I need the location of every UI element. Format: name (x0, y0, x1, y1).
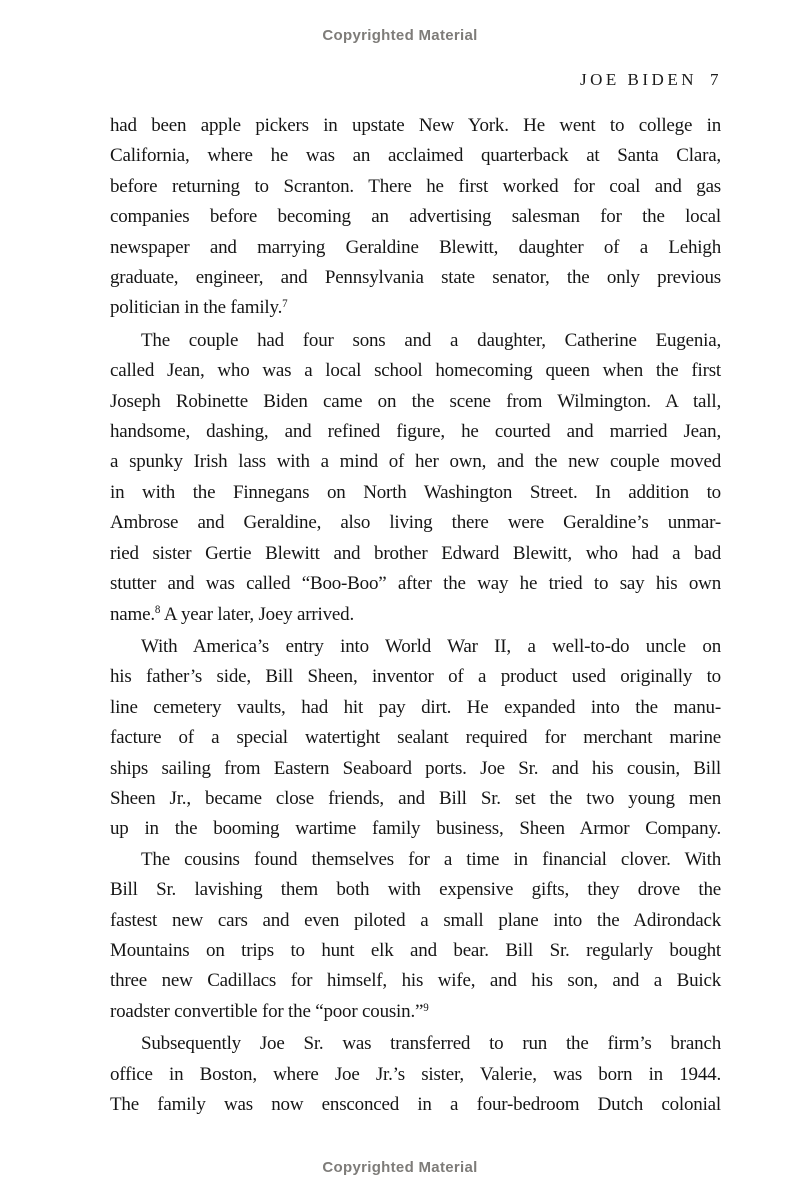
text-line: California, where he was an acclaimed quarterback at Santa Clara, (110, 145, 721, 167)
text-line: companies before becoming an advertising salesman for the local (110, 206, 721, 228)
text-line: facture of a special watertight sealant required for merchant marine (110, 727, 721, 749)
text-line: Subsequently Joe Sr. was transferred to run the firm’s branch (141, 1033, 721, 1055)
footnote-marker: 8 (154, 604, 161, 617)
text-block (110, 111, 721, 1120)
text-line: The family was now ensconced in a four-bedroom Dutch colonial (110, 1094, 721, 1115)
text-line: ships sailing from Eastern Seaboard ports. Joe Sr. and his cousin, Bill (110, 757, 721, 779)
text-line: The cousins found themselves for a time in financial clover. With (141, 848, 721, 870)
text-line: graduate, engineer, and Pennsylvania state senator, the only previous (110, 267, 721, 289)
text-line: ried sister Gertie Blewitt and brother Edward Blewitt, who had a bad (110, 542, 721, 564)
copyright-notice-top: Copyrighted Material (322, 27, 478, 44)
text-line: called Jean, who was a local school homecoming queen when the first (110, 360, 721, 382)
text-line: roadster convertible for the “poor cousin.”$^9$ (110, 1000, 429, 1022)
text-line: handsome, dashing, and refined figure, he courted and married Jean, (110, 421, 721, 443)
text-line: Mountains on trips to hunt elk and bear. Bill Sr. regularly bought (110, 939, 721, 961)
text-line: a spunky Irish lass with a mind of her own, and the new couple moved (110, 451, 721, 473)
text-line: three new Cadillacs for himself, his wife, and his son, and a Buick (110, 970, 721, 992)
text-line: fastest new cars and even piloted a small plane into the Adirondack (110, 909, 721, 931)
text-line: Sheen Jr., became close friends, and Bill Sr. set the two young men (110, 787, 721, 809)
text-line: office in Boston, where Joe Jr.’s sister, Valerie, was born in 1944. (110, 1063, 721, 1085)
text-line: his father’s side, Bill Sheen, inventor of a product used originally to (110, 666, 721, 688)
text-line: Joseph Robinette Biden came on the scene from Wilmington. A tall, (110, 390, 721, 412)
text-line: newspaper and marrying Geraldine Blewitt, daughter of a Lehigh (110, 236, 721, 258)
running-header-title: JOE BIDEN (580, 70, 697, 89)
text-line: had been apple pickers in upstate New York. He went to college in (110, 115, 721, 136)
text-line: Ambrose and Geraldine, also living there were Geraldine’s unmar- (110, 512, 721, 534)
text-line: in with the Finnegans on North Washington Street. In addition to (110, 481, 721, 503)
text-line: before returning to Scranton. There he first worked for coal and gas (110, 175, 721, 197)
copyright-notice-bottom: Copyrighted Material (322, 1159, 478, 1176)
running-header (580, 70, 722, 90)
footnote-marker: 7 (282, 298, 288, 311)
text-line: With America’s entry into World War II, a well-to-do uncle on (141, 635, 721, 657)
text-line: stutter and was called “Boo-Boo” after the way he tried to say his own (110, 573, 721, 595)
text-line: line cemetery vaults, had hit pay dirt. He expanded into the manu- (110, 696, 721, 718)
footnote-marker: 9 (423, 1001, 429, 1014)
text-line: politician in the family.$^7$ (110, 297, 288, 319)
text-line: up in the booming wartime family business, Sheen Armor Company. (110, 818, 721, 840)
text-line: name.$^8$ A year later, Joey arrived. (110, 603, 355, 625)
page-number: 7 (710, 70, 722, 89)
text-line: Bill Sr. lavishing them both with expensive gifts, they drove the (110, 879, 721, 901)
text-line: The couple had four sons and a daughter, Catherine Eugenia, (141, 329, 721, 351)
